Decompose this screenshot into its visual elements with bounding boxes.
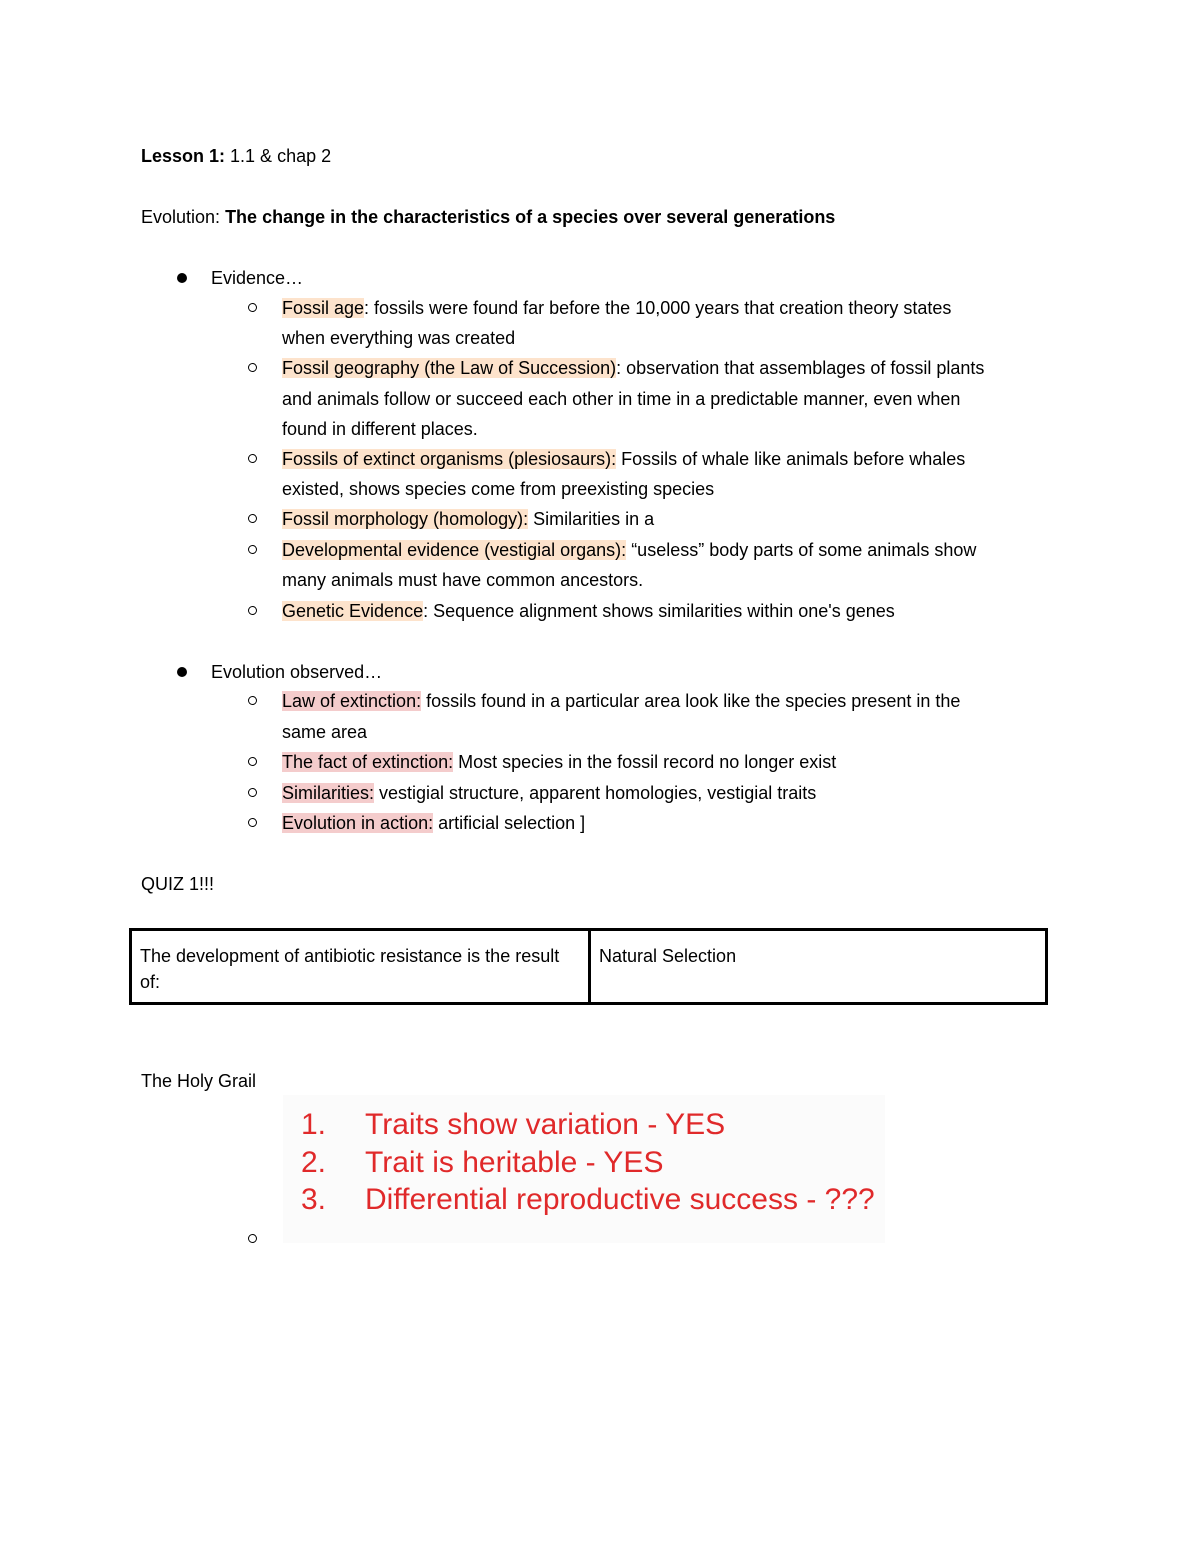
grail-text: Differential reproductive success - ??? xyxy=(365,1183,875,1216)
evidence-term: Fossil geography (the Law of Succession) xyxy=(282,358,617,378)
observed-term: Evolution in action: xyxy=(282,813,434,833)
lesson-heading xyxy=(141,145,331,167)
quiz-answer-cell xyxy=(591,931,1045,1002)
circle-bullet-icon xyxy=(248,606,257,615)
quiz-question: The development of antibiotic resistance is the result of: xyxy=(140,946,560,992)
holy-grail-title: The Holy Grail xyxy=(141,1071,257,1091)
evidence-text: : observation that assemblages of fossil plants xyxy=(616,358,985,378)
observed-term: Similarities: xyxy=(282,783,375,803)
quiz-table xyxy=(129,928,1048,1005)
observed-text: artificial selection ] xyxy=(433,813,586,833)
evidence-text: : Sequence alignment shows similarities within one's genes xyxy=(423,601,895,621)
grail-number: 3. xyxy=(301,1183,327,1216)
list-item xyxy=(282,297,951,319)
grail-number: 2. xyxy=(301,1146,327,1179)
evidence-heading: Evidence… xyxy=(211,268,304,288)
observed-text: vestigial structure, apparent homologies, vestigial traits xyxy=(374,783,817,803)
evidence-term: Genetic Evidence xyxy=(282,601,424,621)
list-item xyxy=(282,357,984,379)
observed-term: The fact of extinction: xyxy=(282,752,454,772)
grail-text: Traits show variation - YES xyxy=(365,1108,726,1141)
observed-text-continued: same area xyxy=(282,722,368,742)
bullet-icon xyxy=(177,667,187,677)
circle-bullet-icon xyxy=(248,818,257,827)
observed-text: fossils found in a particular area look like the species present in the xyxy=(421,691,961,711)
quiz-title: QUIZ 1!!! xyxy=(141,874,215,894)
observed-text: Most species in the fossil record no longer exist xyxy=(453,752,837,772)
circle-bullet-icon xyxy=(248,757,257,766)
evidence-text-continued: and animals follow or succeed each other in time in a predictable manner, even when xyxy=(282,389,961,409)
lesson-value: 1.1 & chap 2 xyxy=(225,146,332,166)
grail-text: Trait is heritable - YES xyxy=(365,1146,664,1179)
circle-bullet-icon xyxy=(248,1234,257,1243)
evolution-definition xyxy=(141,206,835,228)
evidence-text: “useless” body parts of some animals show xyxy=(626,540,977,560)
list-item xyxy=(282,448,965,470)
circle-bullet-icon xyxy=(248,514,257,523)
evidence-term: Fossil morphology (homology): xyxy=(282,509,529,529)
list-item xyxy=(282,508,654,530)
evidence-text: Fossils of whale like animals before whales xyxy=(616,449,966,469)
evidence-term: Fossils of extinct organisms (plesiosaurs): xyxy=(282,449,617,469)
list-item xyxy=(282,600,895,622)
evidence-text: Similarities in a xyxy=(528,509,655,529)
list-item xyxy=(282,812,585,834)
circle-bullet-icon xyxy=(248,696,257,705)
holy-grail-image xyxy=(283,1095,885,1243)
evolution-label: Evolution: xyxy=(141,207,226,227)
list-item xyxy=(282,690,960,712)
circle-bullet-icon xyxy=(248,545,257,554)
list-item xyxy=(282,539,976,561)
circle-bullet-icon xyxy=(248,303,257,312)
quiz-question-cell xyxy=(132,931,591,1002)
evolution-definition-text: The change in the characteristics of a species over several generations xyxy=(225,207,836,227)
observed-term: Law of extinction: xyxy=(282,691,422,711)
evidence-text-continued: many animals must have common ancestors. xyxy=(282,570,644,590)
quiz-answer: Natural Selection xyxy=(599,946,737,966)
evidence-text: : fossils were found far before the 10,000 years that creation theory states xyxy=(364,298,952,318)
observed-heading: Evolution observed… xyxy=(211,662,383,682)
grail-number: 1. xyxy=(301,1108,327,1141)
evidence-text-continued: when everything was created xyxy=(282,328,516,348)
lesson-label: Lesson 1: xyxy=(141,146,226,166)
circle-bullet-icon xyxy=(248,363,257,372)
circle-bullet-icon xyxy=(248,788,257,797)
bullet-icon xyxy=(177,273,187,283)
circle-bullet-icon xyxy=(248,454,257,463)
evidence-text-continued: existed, shows species come from preexisting species xyxy=(282,479,715,499)
list-item xyxy=(282,782,816,804)
evidence-term: Fossil age xyxy=(282,298,365,318)
evidence-text-continued: found in different places. xyxy=(282,419,478,439)
list-item xyxy=(282,751,836,773)
evidence-term: Developmental evidence (vestigial organs): xyxy=(282,540,627,560)
